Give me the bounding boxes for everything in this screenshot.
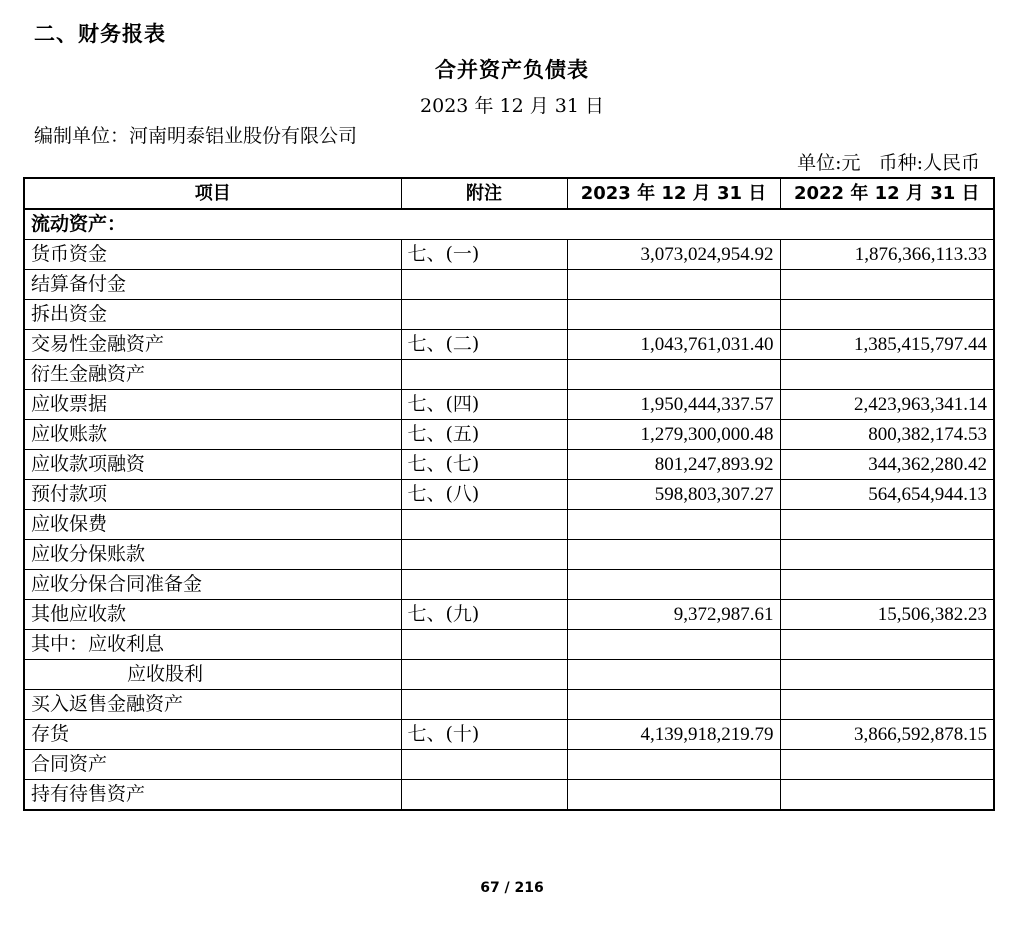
table-row [24,390,994,420]
row-value-2023 [567,750,780,780]
row-value-2022: 800,382,174.53 [780,420,994,450]
table-row [24,600,994,630]
row-note: 七、(二) [401,330,567,360]
table-row [24,570,994,600]
row-item: 存货 [24,720,401,750]
row-value-2022: 1,385,415,797.44 [780,330,994,360]
row-value-2022 [780,360,994,390]
row-item: 应收款项融资 [24,450,401,480]
row-value-2022 [780,660,994,690]
row-item: 交易性金融资产 [24,330,401,360]
row-item: 应收分保账款 [24,540,401,570]
row-note [401,570,567,600]
row-value-2022 [780,630,994,660]
table-header-row [24,178,994,209]
row-value-2022 [780,750,994,780]
row-item: 合同资产 [24,750,401,780]
row-value-2023 [567,270,780,300]
row-note [401,630,567,660]
table-row [24,630,994,660]
table-row [24,540,994,570]
row-note [401,300,567,330]
row-value-2022 [780,690,994,720]
header-2022: 2022 年 12 月 31 日 [780,178,994,209]
row-value-2023: 1,279,300,000.48 [567,420,780,450]
row-item: 预付款项 [24,480,401,510]
row-value-2023 [567,300,780,330]
row-item: 应收票据 [24,390,401,420]
row-note [401,360,567,390]
row-item: 应收股利 [24,660,401,690]
table-row [24,510,994,540]
row-note [401,510,567,540]
table-row [24,360,994,390]
row-value-2022: 3,866,592,878.15 [780,720,994,750]
balance-sheet-table [23,177,995,811]
row-value-2023 [567,660,780,690]
row-value-2023: 598,803,307.27 [567,480,780,510]
row-value-2023 [567,780,780,811]
row-value-2022 [780,570,994,600]
row-value-2022: 2,423,963,341.14 [780,390,994,420]
row-value-2023: 1,950,444,337.57 [567,390,780,420]
table-row [24,420,994,450]
header-2023: 2023 年 12 月 31 日 [567,178,780,209]
row-value-2022: 15,506,382.23 [780,600,994,630]
row-value-2023: 801,247,893.92 [567,450,780,480]
row-note: 七、(十) [401,720,567,750]
row-item: 其中：应收利息 [24,630,401,660]
row-value-2023 [567,630,780,660]
row-value-2023 [567,690,780,720]
row-value-2023 [567,570,780,600]
row-note [401,270,567,300]
row-value-2022 [780,300,994,330]
row-value-2023 [567,510,780,540]
table-row [24,480,994,510]
table-row [24,240,994,270]
row-value-2023 [567,360,780,390]
row-item: 其他应收款 [24,600,401,630]
table-row [24,690,994,720]
section-row [24,209,994,240]
row-value-2022: 564,654,944.13 [780,480,994,510]
row-item: 衍生金融资产 [24,360,401,390]
report-date: 2023 年 12 月 31 日 [420,95,604,117]
row-value-2022 [780,270,994,300]
row-note [401,660,567,690]
row-value-2022: 344,362,280.42 [780,450,994,480]
row-note: 七、(四) [401,390,567,420]
row-note [401,540,567,570]
section-heading: 二、财务报表 [34,22,166,46]
row-note: 七、(五) [401,420,567,450]
row-item: 买入返售金融资产 [24,690,401,720]
page-number: 67 / 216 [480,880,544,896]
row-item: 持有待售资产 [24,780,401,811]
table-row [24,330,994,360]
company-name: 编制单位：河南明泰铝业股份有限公司 [34,125,358,147]
page-title: 合并资产负债表 [435,58,589,82]
row-value-2022: 1,876,366,113.33 [780,240,994,270]
table-row [24,750,994,780]
row-value-2023: 1,043,761,031.40 [567,330,780,360]
unit-currency: 单位:元 币种:人民币 [797,152,980,174]
row-item: 应收保费 [24,510,401,540]
row-value-2023: 9,372,987.61 [567,600,780,630]
row-note: 七、(八) [401,480,567,510]
row-note [401,750,567,780]
row-item: 货币资金 [24,240,401,270]
table-row [24,450,994,480]
row-note: 七、(一) [401,240,567,270]
row-item: 结算备付金 [24,270,401,300]
table-row [24,780,994,811]
header-note: 附注 [401,178,567,209]
row-item: 应收分保合同准备金 [24,570,401,600]
row-note: 七、(九) [401,600,567,630]
table-row [24,720,994,750]
header-item: 项目 [24,178,401,209]
table-row [24,270,994,300]
row-item: 拆出资金 [24,300,401,330]
section-label: 流动资产： [24,209,994,240]
row-item: 应收账款 [24,420,401,450]
row-value-2022 [780,510,994,540]
row-value-2023: 4,139,918,219.79 [567,720,780,750]
row-value-2022 [780,780,994,811]
table-row [24,660,994,690]
row-value-2023: 3,073,024,954.92 [567,240,780,270]
row-note: 七、(七) [401,450,567,480]
row-note [401,780,567,811]
row-value-2022 [780,540,994,570]
table-row [24,300,994,330]
row-value-2023 [567,540,780,570]
row-note [401,690,567,720]
